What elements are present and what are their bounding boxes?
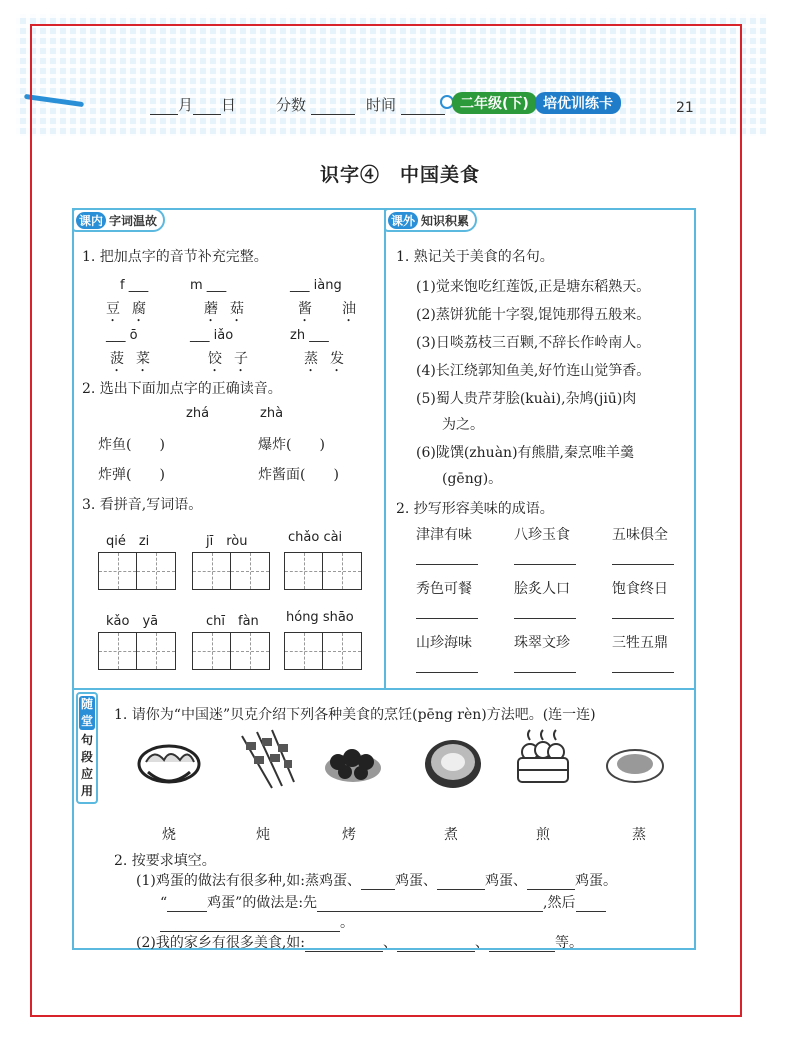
in-class-section: 课内 字词温故 1. 把加点字的音节补充完整。 f ___ m ___ ___ iàng 豆腐 蘑菇 酱油 ___ ō ___ iǎo zh ___ 菠菜 饺子 蒸发 2. 选出下面加点字的正确读音。 zhá zhà 炸鱼( ) 爆炸( ) 炸弹( ) 炸酱面( ) 3. 看拼音,写词语。 qié zi jī ròu chǎo cài kǎo yā chī fàn hóng shāo bbox=[72, 208, 386, 690]
grade-label: 二年级(下) bbox=[452, 92, 537, 114]
fill-sentence-2: (2)我的家乡有很多美食,如: 、 、 等。 bbox=[136, 935, 583, 951]
in-class-application-section bbox=[72, 688, 696, 950]
idiom: 三牲五鼎 bbox=[612, 635, 668, 651]
braised-meat-icon bbox=[318, 726, 388, 796]
question-2: 2. 按要求填空。 bbox=[114, 853, 216, 869]
poem-line: (gēng)。 bbox=[442, 471, 503, 487]
time-field: 时间 bbox=[366, 94, 445, 115]
writing-grid[interactable] bbox=[192, 552, 270, 590]
score-field: 分数 bbox=[276, 94, 355, 115]
section-badge: 课内 字词温故 bbox=[72, 208, 165, 232]
question-2: 2. 选出下面加点字的正确读音。 bbox=[82, 381, 282, 397]
method-label[interactable]: 炖 bbox=[256, 827, 270, 843]
page-title: 识字④ 中国美食 bbox=[319, 164, 480, 186]
answer-line[interactable] bbox=[416, 564, 478, 565]
idiom: 珠翠文珍 bbox=[514, 635, 570, 651]
writing-grid[interactable] bbox=[192, 632, 270, 670]
answer-line[interactable] bbox=[514, 672, 576, 673]
answer-line[interactable] bbox=[612, 564, 674, 565]
page-number: 21 bbox=[676, 100, 694, 116]
idiom: 八珍玉食 bbox=[514, 527, 570, 543]
method-label[interactable]: 蒸 bbox=[632, 827, 646, 843]
poem-line: (4)长江绕郭知鱼美,好竹连山觉笋香。 bbox=[416, 363, 651, 379]
writing-grid[interactable] bbox=[98, 552, 176, 590]
word-item: 蘑菇 bbox=[204, 301, 256, 317]
writing-grid[interactable] bbox=[284, 552, 362, 590]
poem-line: 为之。 bbox=[442, 417, 484, 433]
idiom: 秀色可餐 bbox=[416, 581, 472, 597]
method-label[interactable]: 烧 bbox=[162, 827, 176, 843]
answer-line[interactable] bbox=[514, 618, 576, 619]
word-item: 蒸发 bbox=[304, 351, 356, 367]
question-1: 1. 请你为“中国迷”贝克介绍下列各种美食的烹饪(pēng rèn)方法吧。(连一连) bbox=[114, 707, 596, 723]
section-badge: 课外 知识积累 bbox=[384, 208, 477, 232]
dumplings-icon bbox=[134, 726, 204, 796]
poem-line: (5)蜀人贵芹芽脍(kuài),杂鸠(jiū)肉 bbox=[416, 391, 637, 407]
method-label[interactable]: 煮 bbox=[444, 827, 458, 843]
question-3: 3. 看拼音,写词语。 bbox=[82, 497, 203, 513]
method-label[interactable]: 煎 bbox=[536, 827, 550, 843]
skewers-icon bbox=[232, 726, 302, 796]
brand-label: 培优训练卡 bbox=[535, 92, 621, 114]
question-1: 1. 把加点字的音节补充完整。 bbox=[82, 249, 268, 265]
poem-line: (2)蒸饼犹能十字裂,馄饨那得五般来。 bbox=[416, 307, 651, 323]
idiom: 津津有味 bbox=[416, 527, 472, 543]
answer-item[interactable]: 炸鱼( ) bbox=[98, 437, 165, 453]
word-item: 菠菜 bbox=[110, 351, 162, 367]
steamed-buns-icon bbox=[508, 726, 578, 796]
idiom: 脍炙人口 bbox=[514, 581, 570, 597]
idiom: 山珍海味 bbox=[416, 635, 472, 651]
poem-line: (1)觉来饱吃红莲饭,正是塘东稻熟天。 bbox=[416, 279, 651, 295]
idiom: 五味俱全 bbox=[612, 527, 668, 543]
word-item: 酱油 bbox=[298, 301, 386, 317]
fill-sentence-1b: “ 鸡蛋”的做法是:先 ,然后 bbox=[160, 892, 606, 912]
writing-grid[interactable] bbox=[284, 632, 362, 670]
answer-line[interactable] bbox=[612, 618, 674, 619]
word-item: 豆腐 bbox=[106, 301, 158, 317]
answer-line[interactable] bbox=[416, 618, 478, 619]
idiom: 饱食终日 bbox=[612, 581, 668, 597]
question-2: 2. 抄写形容美味的成语。 bbox=[396, 501, 554, 517]
fill-sentence-1c: 。 bbox=[160, 912, 354, 932]
writing-grid[interactable] bbox=[98, 632, 176, 670]
answer-line[interactable] bbox=[514, 564, 576, 565]
poem-line: (6)陇馔(zhuàn)有熊腊,秦烹唯羊羹 bbox=[416, 445, 634, 461]
method-label[interactable]: 烤 bbox=[342, 827, 356, 843]
word-item: 饺子 bbox=[208, 351, 260, 367]
fill-sentence-1: (1)鸡蛋的做法有很多种,如:蒸鸡蛋、 鸡蛋、 鸡蛋、 鸡蛋。 bbox=[136, 873, 617, 889]
soup-icon bbox=[418, 726, 488, 796]
question-1: 1. 熟记关于美食的名句。 bbox=[396, 249, 554, 265]
date-field: 月 日 bbox=[150, 94, 236, 115]
extracurricular-section bbox=[384, 208, 696, 690]
answer-item[interactable]: 爆炸( ) bbox=[258, 437, 325, 453]
answer-item[interactable]: 炸弹( ) bbox=[98, 467, 165, 483]
answer-item[interactable]: 炸酱面( ) bbox=[258, 467, 339, 483]
section-badge: 随堂 句段应用 bbox=[76, 692, 98, 804]
poem-line: (3)日啖荔枝三百颗,不辞长作岭南人。 bbox=[416, 335, 651, 351]
answer-line[interactable] bbox=[612, 672, 674, 673]
pancake-icon bbox=[600, 726, 670, 796]
answer-line[interactable] bbox=[416, 672, 478, 673]
